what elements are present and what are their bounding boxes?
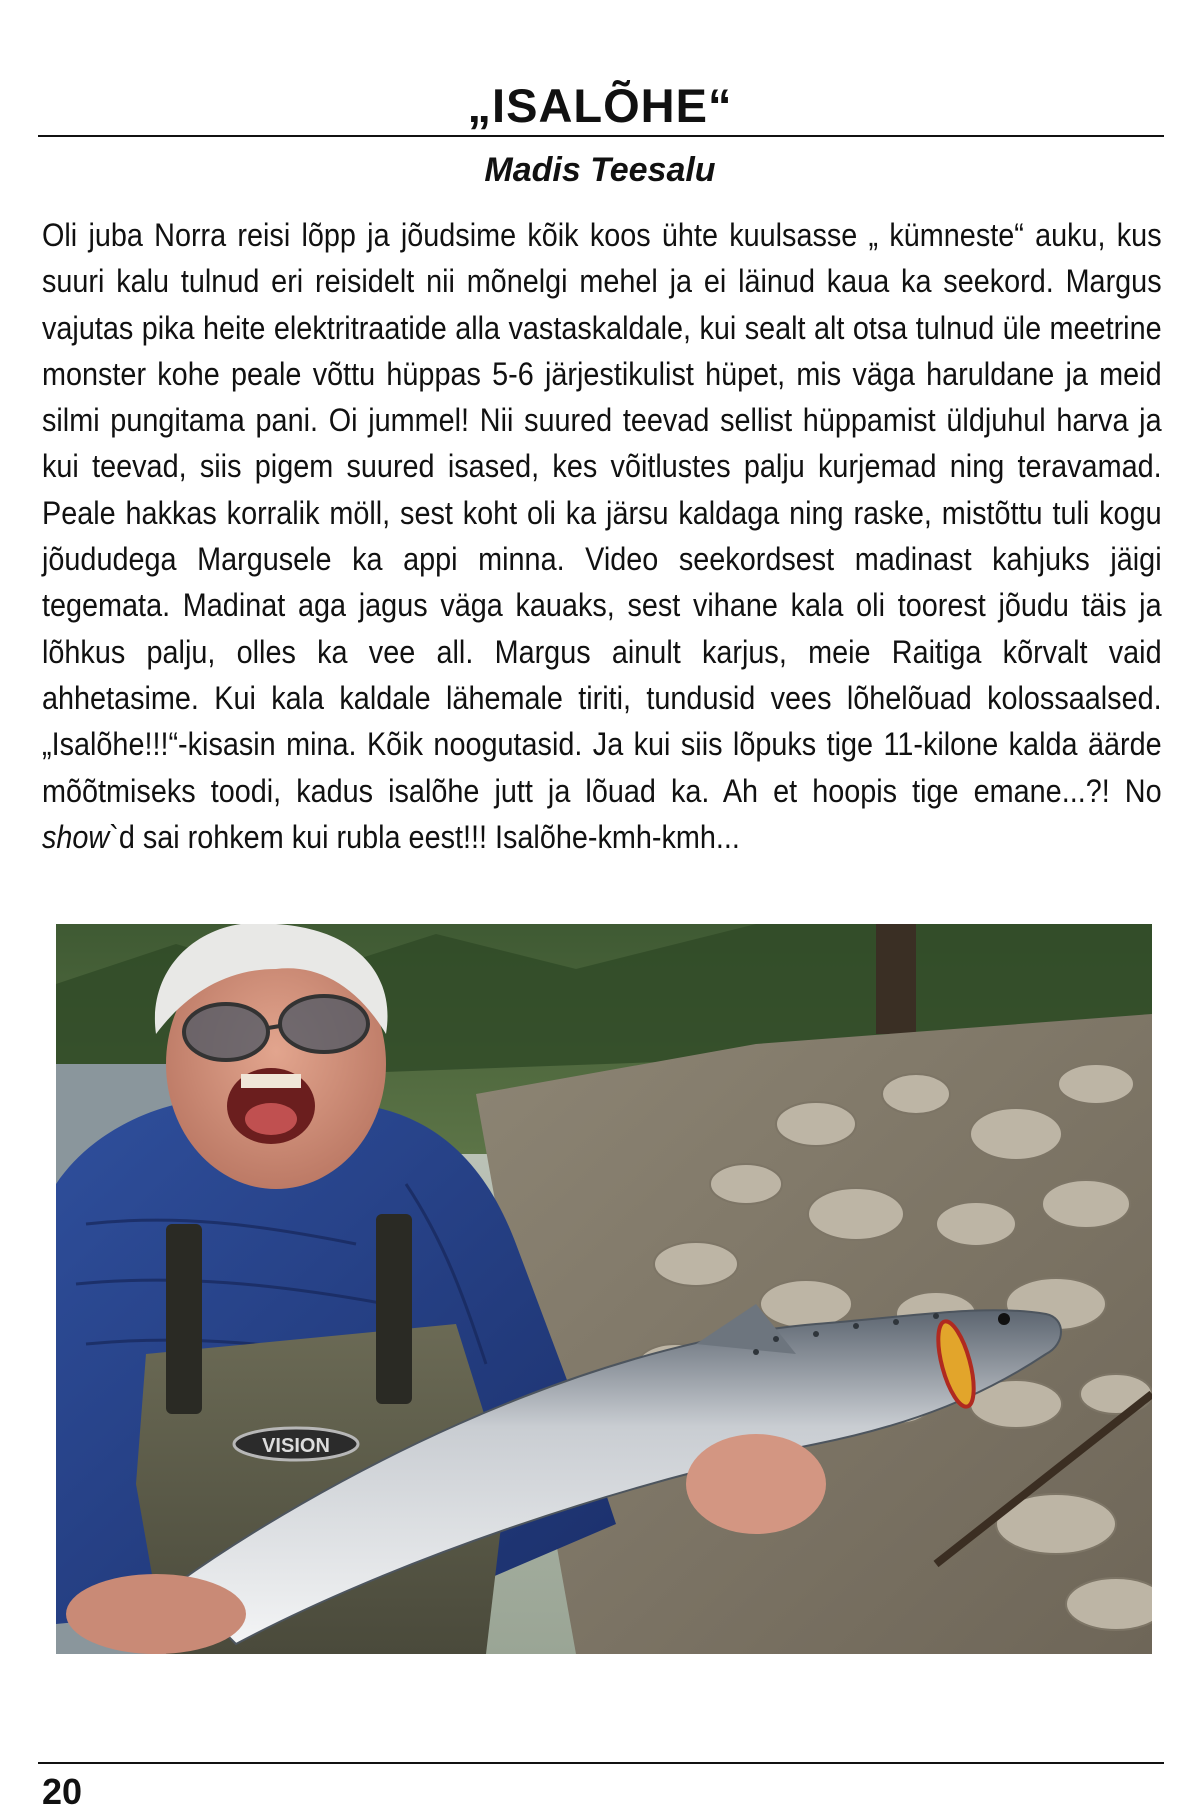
- body-text-italic: show: [42, 818, 110, 855]
- article-body: [42, 212, 1162, 860]
- wader-logo-text: VISION: [262, 1435, 330, 1457]
- article-photo: [56, 924, 1152, 1654]
- photo-angler-with-salmon: [56, 924, 1152, 1654]
- footer-divider: [38, 1762, 1164, 1764]
- page-number: 20: [42, 1771, 83, 1812]
- article-paragraph: [42, 212, 1162, 860]
- body-text-end: `d sai rohkem kui rubla eest!!! Isalõhe-kmh-kmh...: [109, 818, 740, 855]
- article-title: „ISALÕHE“: [467, 79, 733, 132]
- article-author: Madis Teesalu: [484, 151, 716, 189]
- title-divider: [38, 135, 1164, 137]
- body-text-main: Oli juba Norra reisi lõpp ja jõudsime kõik koos ühte kuulsasse „ kümneste“ auku, kus suuri kalu tulnud eri reisidelt nii mõnelgi mehel ja ei läinud kaua ka seekord. Margus vajutas pika heite elektritraatide alla vastaskaldale, kui sealt alt otsa tulnud üle meetrine monster kohe peale võttu hüppas 5-6 järjestikulist hüpet, mis väga haruldane ja meid silmi pungitama pani. Oi jummel! Nii suured teevad sellist hüppamist üldjuhul harva ja kui teevad, siis pigem suured isased, kes võitlustes palju kurjemad ning teravamad. Peale hakkas korralik möll, sest koht oli ka järsu kaldaga ning raske, mistõttu tuli kogu jõududega Margusele ka appi minna. Video seekordsest madinast kahjuks jäigi tegemata. Madinat aga jagus väga kauaks, sest vihane kala oli toorest jõudu täis ja lõhkus palju, olles ka vee all. Margus ainult karjus, meie Raitiga kõrvalt vaid ahhetasime. Kui kala kaldale lähemale tiriti, tundusid vees lõhelõuad kolossaalsed. „Isalõhe!!!“-kisasin mina. Kõik noogutasid. Ja kui siis lõpuks tige 11-kilone kalda äärde mõõtmiseks toodi, kadus isalõhe jutt ja lõuad ka. Ah et hoopis tige emane...?! No: [42, 217, 1162, 809]
